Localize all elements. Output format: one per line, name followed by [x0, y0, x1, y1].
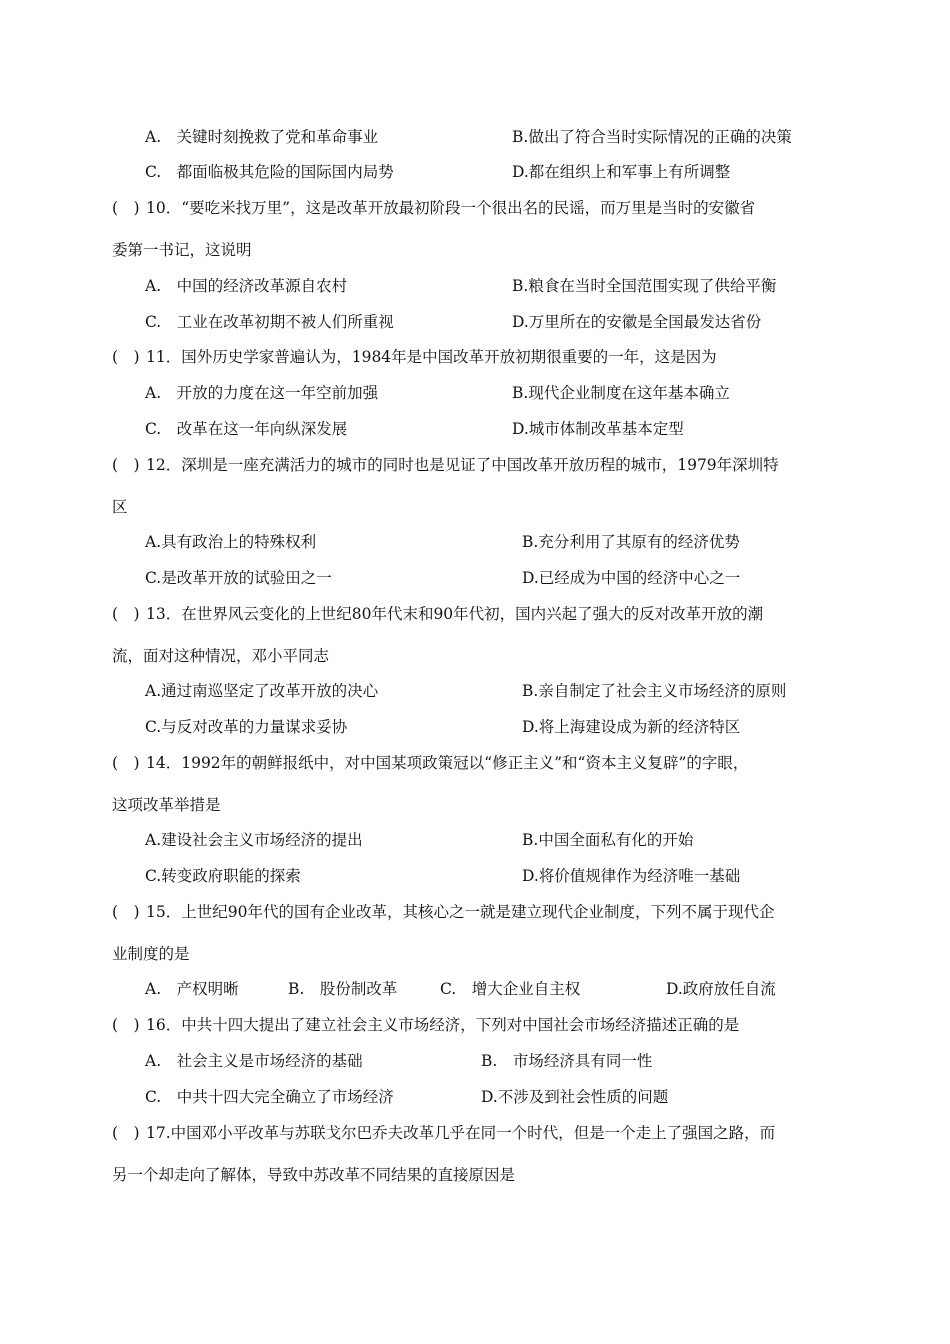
question-10 — [112, 197, 755, 219]
q16-option-d: D.不涉及到社会性质的问题 — [481, 1088, 669, 1106]
question-13-continued: 流，面对这种情况，邓小平同志 — [112, 647, 330, 665]
q16-option-b: B. 市场经济具有同一性 — [481, 1052, 653, 1070]
q10-option-d: D.万里所在的安徽是全国最发达省份 — [512, 313, 762, 331]
q13-option-c: C.与反对改革的力量谋求妥协 — [145, 718, 348, 736]
question-stem: 15．上世纪90年代的国有企业改革，其核心之一就是建立现代企业制度，下列不属于现代企 — [146, 903, 775, 921]
q9-option-d: D.都在组织上和军事上有所调整 — [512, 163, 731, 181]
q15-option-b: B. 股份制改革 — [288, 980, 398, 998]
q9-option-b: B.做出了符合当时实际情况的正确的决策 — [512, 128, 792, 146]
question-12 — [112, 454, 779, 476]
q11-option-d: D.城市体制改革基本定型 — [512, 420, 684, 438]
q9-option-a: A. 关键时刻挽救了党和革命事业 — [145, 128, 379, 146]
q15-option-a: A. 产权明晰 — [145, 980, 239, 998]
question-14-continued: 这项改革举措是 — [112, 796, 221, 814]
question-stem: 16．中共十四大提出了建立社会主义市场经济，下列对中国社会市场经济描述正确的是 — [146, 1016, 740, 1034]
q12-option-a: A.具有政治上的特殊权利 — [145, 533, 317, 551]
q10-option-a: A. 中国的经济改革源自农村 — [145, 277, 348, 295]
q12-option-d: D.已经成为中国的经济中心之一 — [522, 569, 741, 587]
q15-option-d: D.政府放任自流 — [666, 980, 776, 998]
answer-blank[interactable]: ( ) — [112, 1124, 140, 1142]
q12-option-c: C.是改革开放的试验田之一 — [145, 569, 332, 587]
question-11 — [112, 346, 717, 368]
question-16 — [112, 1014, 739, 1036]
answer-blank[interactable]: ( ) — [112, 1016, 140, 1034]
question-17-continued: 另一个却走向了解体，导致中苏改革不同结果的直接原因是 — [112, 1166, 516, 1184]
question-stem: 11．国外历史学家普遍认为，1984年是中国改革开放初期很重要的一年，这是因为 — [146, 348, 717, 366]
q13-option-a: A.通过南巡坚定了改革开放的决心 — [145, 682, 379, 700]
q16-option-c: C. 中共十四大完全确立了市场经济 — [145, 1088, 394, 1106]
answer-blank[interactable]: ( ) — [112, 605, 140, 623]
q12-option-b: B.充分利用了其原有的经济优势 — [522, 533, 740, 551]
q14-option-c: C.转变政府职能的探索 — [145, 867, 301, 885]
q11-option-b: B.现代企业制度在这年基本确立 — [512, 384, 730, 402]
answer-blank[interactable]: ( ) — [112, 754, 140, 772]
q10-option-b: B.粮食在当时全国范围实现了供给平衡 — [512, 277, 777, 295]
q9-option-c: C. 都面临极其危险的国际国内局势 — [145, 163, 394, 181]
q11-option-a: A. 开放的力度在这一年空前加强 — [145, 384, 379, 402]
question-13 — [112, 603, 763, 625]
question-15 — [112, 901, 774, 923]
question-stem: 12．深圳是一座充满活力的城市的同时也是见证了中国改革开放历程的城市，1979年深圳特 — [146, 456, 779, 474]
q14-option-a: A.建设社会主义市场经济的提出 — [145, 831, 363, 849]
question-12-continued: 区 — [112, 498, 128, 516]
question-17 — [112, 1122, 775, 1144]
answer-blank[interactable]: ( ) — [112, 348, 140, 366]
q13-option-b: B.亲自制定了社会主义市场经济的原则 — [522, 682, 787, 700]
question-stem: 10．“要吃米找万里”，这是改革开放最初阶段一个很出名的民谣，而万里是当时的安徽省 — [146, 199, 756, 217]
question-stem: 14．1992年的朝鲜报纸中，对中国某项政策冠以“修正主义”和“资本主义复辟”的字眼， — [146, 754, 749, 772]
question-stem: 17.中国邓小平改革与苏联戈尔巴乔夫改革几乎在同一个时代，但是一个走上了强国之路，而 — [146, 1124, 776, 1142]
question-15-continued: 业制度的是 — [112, 945, 190, 963]
q14-option-d: D.将价值规律作为经济唯一基础 — [522, 867, 741, 885]
answer-blank[interactable]: ( ) — [112, 456, 140, 474]
q10-option-c: C. 工业在改革初期不被人们所重视 — [145, 313, 394, 331]
q13-option-d: D.将上海建设成为新的经济特区 — [522, 718, 741, 736]
question-10-continued: 委第一书记，这说明 — [112, 241, 252, 259]
answer-blank[interactable]: ( ) — [112, 199, 140, 217]
question-14 — [112, 752, 748, 774]
q16-option-a: A. 社会主义是市场经济的基础 — [145, 1052, 363, 1070]
q15-option-c: C. 增大企业自主权 — [440, 980, 581, 998]
question-stem: 13．在世界风云变化的上世纪80年代末和90年代初，国内兴起了强大的反对改革开放的潮 — [146, 605, 764, 623]
q14-option-b: B.中国全面私有化的开始 — [522, 831, 694, 849]
answer-blank[interactable]: ( ) — [112, 903, 140, 921]
q11-option-c: C. 改革在这一年向纵深发展 — [145, 420, 348, 438]
